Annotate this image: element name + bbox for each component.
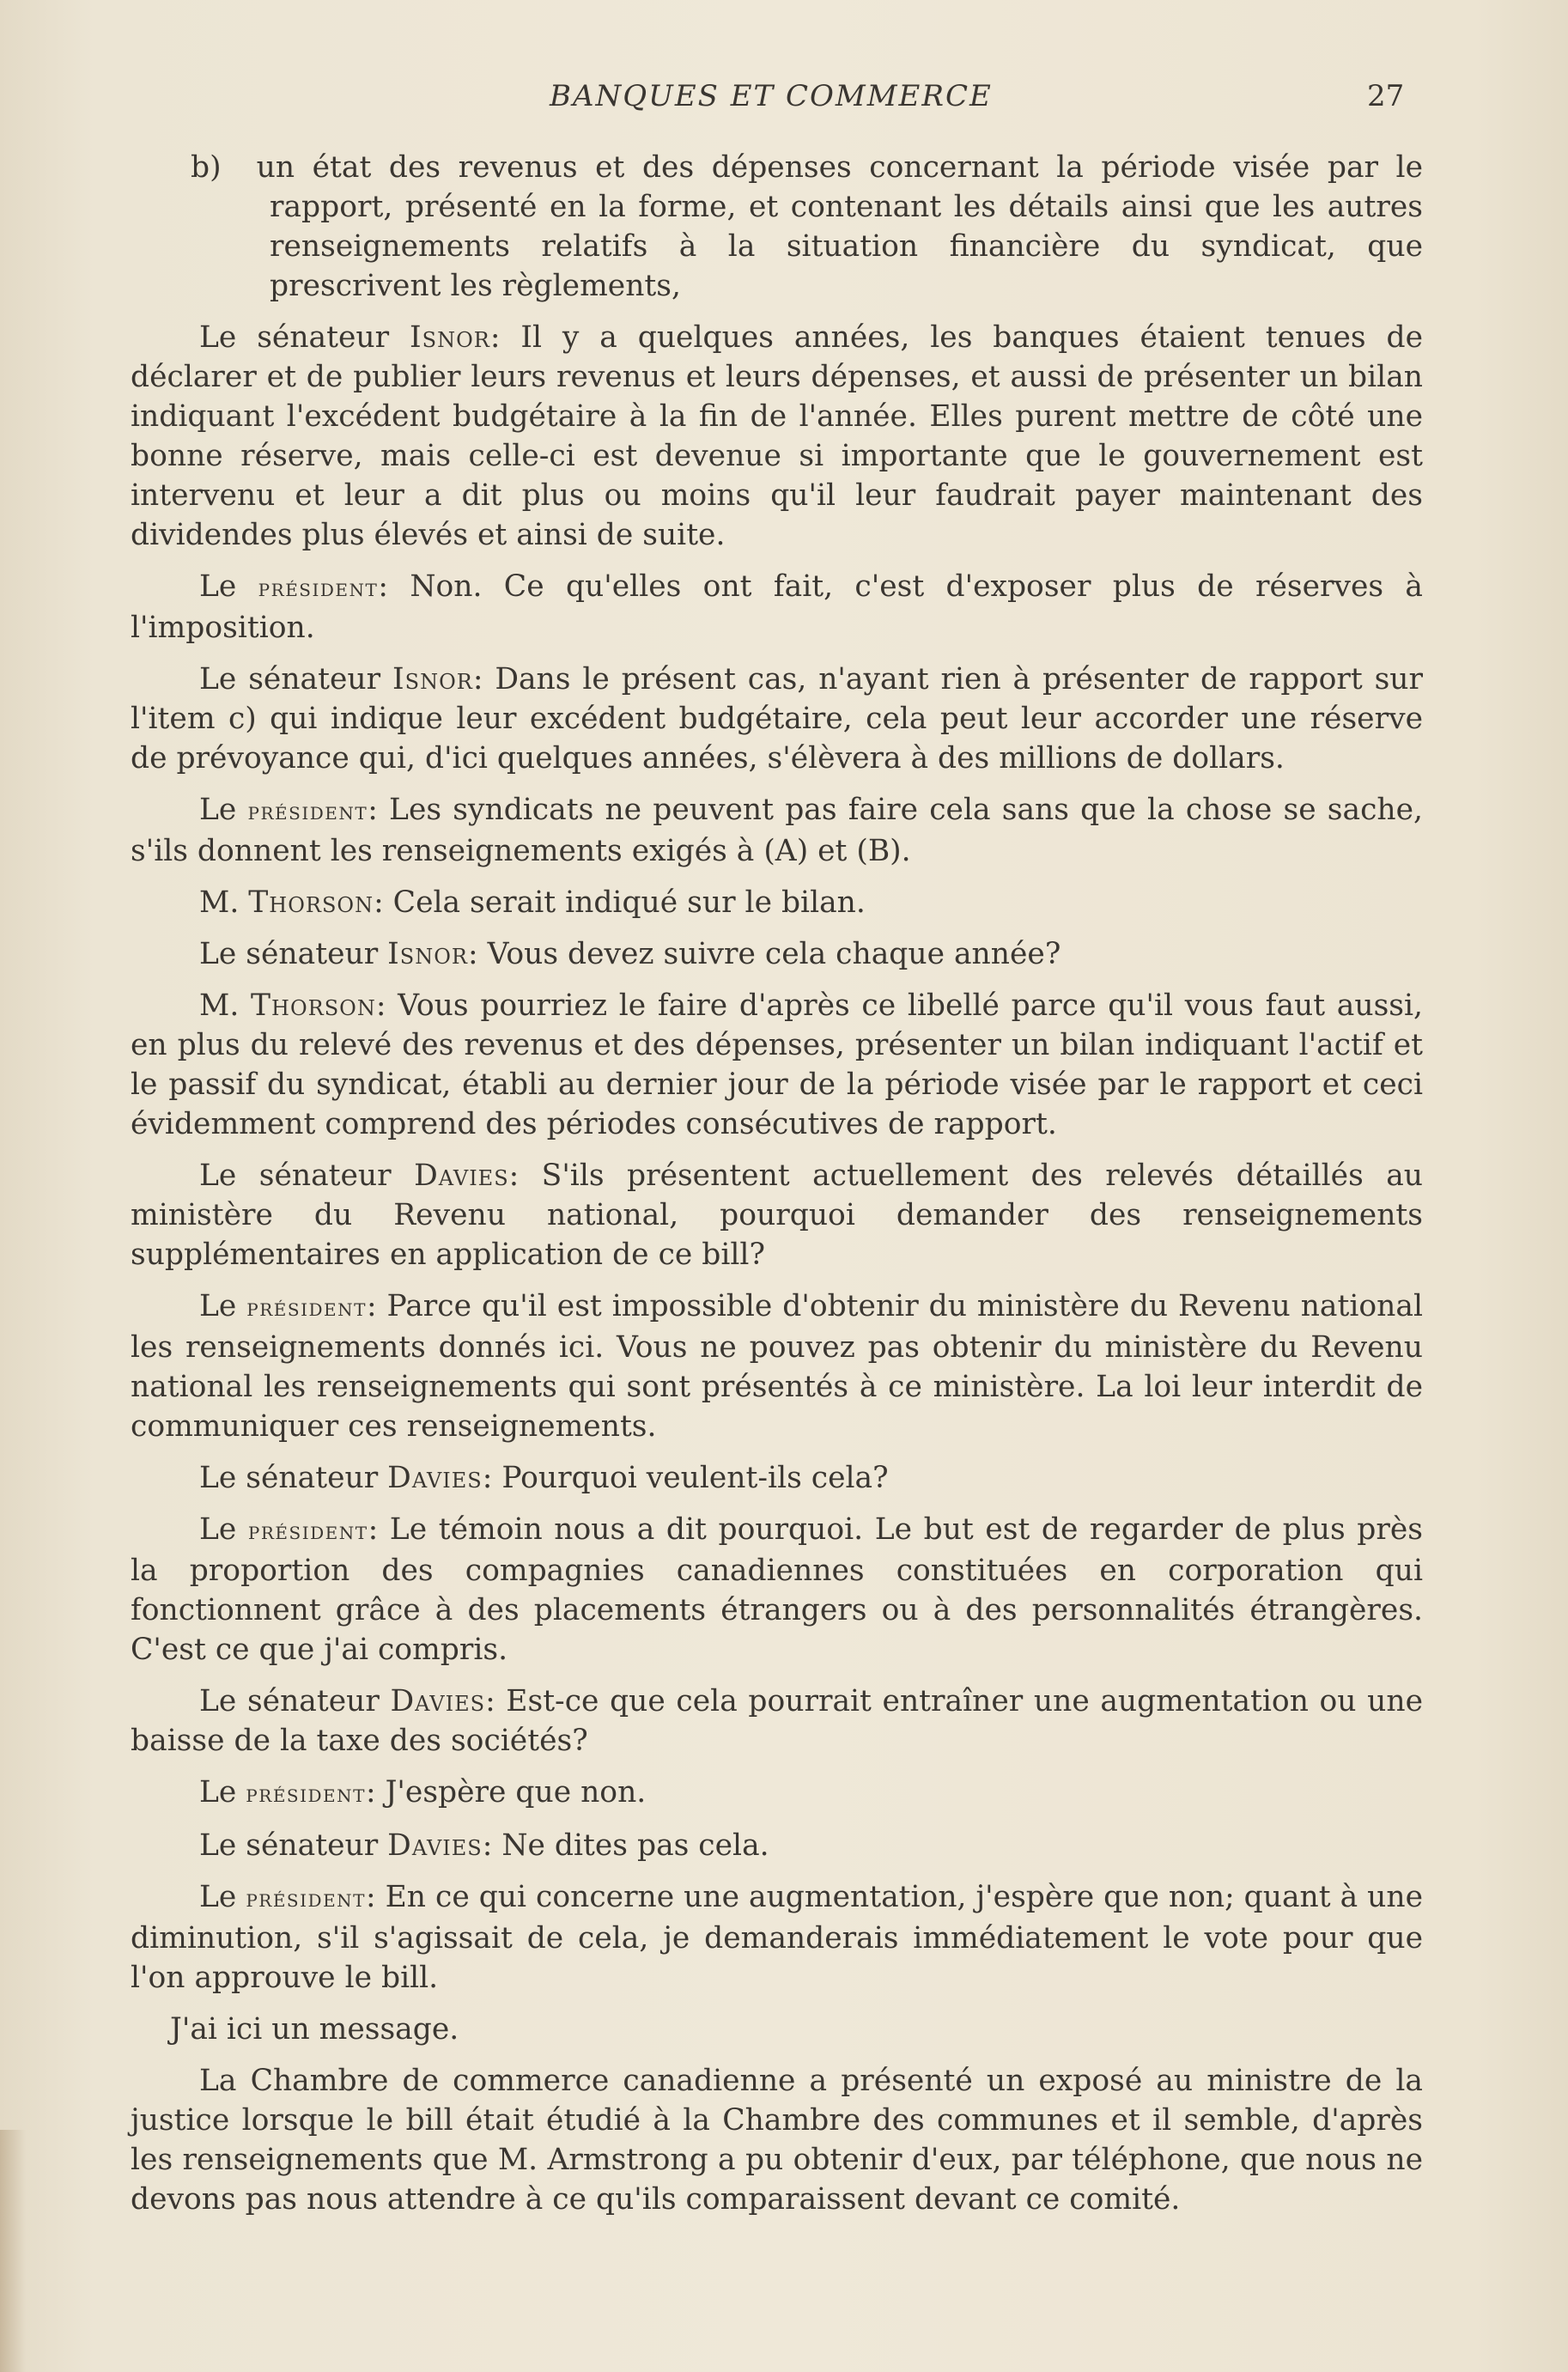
speaker-name: président [246,1293,367,1322]
speaker-name: président [247,797,368,825]
speech-text: : Vous devez suivre cela chaque année? [468,937,1061,971]
transcript-paragraph [131,1156,1423,1274]
transcript-paragraph [131,986,1423,1144]
speech-text: : En ce qui concerne une augmentation, j'espère que non; quant à une diminution, s'il s'agissait de cela, je demanderais immédiatement le vote pour que l'on approuve le bill. [131,1880,1424,1995]
transcript-paragraph [131,1826,1423,1865]
speaker-prefix: Le sénateur [199,320,410,355]
list-item-b [131,148,1423,306]
speaker-name: président [247,1517,368,1545]
speaker-prefix: Le sénateur [199,1828,388,1863]
transcript-paragraph [131,567,1423,648]
speaker-prefix: Le sénateur [199,937,388,971]
speech-text: : Le témoin nous a dit pourquoi. Le but est de regarder de plus près la proportion des compagnies canadiennes constituées en corporation qui fonctionnent grâce à des placements étrangers ou à des personnalités étrangères. C'est ce que j'ai compris. [131,1512,1423,1667]
transcript-paragraphs [131,318,1423,1998]
transcript-paragraph [131,790,1423,871]
speaker-name: Davies [414,1159,509,1193]
page-edge-stain [0,2130,26,2372]
page-number: 27 [1367,79,1405,113]
speech-text: : Dans le présent cas, n'ayant rien à présenter de rapport sur l'item c) qui indique leur excédent budgétaire, cela peut leur accorder une réserve de prévoyance qui, d'ici quelques années, s'élèvera à des millions de dollars. [131,662,1423,775]
speaker-name: Thorson [248,885,374,920]
speaker-prefix: Le sénateur [199,662,392,696]
speech-text: : Pourquoi veulent-ils cela? [482,1461,889,1495]
speech-text: : Est-ce que cela pourrait entraîner une augmentation ou une baisse de la taxe des sociétés? [131,1684,1423,1758]
speaker-name: président [246,1779,366,1808]
transcript-paragraph [131,318,1423,555]
speech-text: : Les syndicats ne peuvent pas faire cela sans que la chose se sache, s'ils donnent les renseignements exigés à (A) et (B). [131,793,1423,868]
speaker-prefix: Le sénateur [199,1684,391,1718]
transcript-paragraph [131,1682,1423,1761]
speaker-name: Isnor [387,937,468,971]
transcript-paragraph [131,660,1423,778]
speech-text: : Il y a quelques années, les banques étaient tenues de déclarer et de publier leurs revenus et leurs dépenses, et aussi de présenter un bilan indiquant l'excédent budgétaire à la fin de l'année. Elles purent mettre de côté une bonne réserve, mais celle-ci est devenue si importante que le gouvernement est intervenu et leur a dit plus ou moins qu'il leur faudrait payer maintenant des dividendes plus élevés et ainsi de suite. [131,320,1423,552]
speaker-name: Isnor [392,662,473,696]
speaker-prefix: Le sénateur [199,1461,388,1495]
speaker-name: Davies [390,1684,486,1718]
speech-text: : Vous pourriez le faire d'après ce libellé parce qu'il vous faut aussi, en plus du relevé des revenus et des dépenses, présenter un bilan indiquant l'actif et le passif du syndicat, établi au dernier jour de la période visée par le rapport et ceci évidemment comprend des périodes consécutives de rapport. [131,988,1423,1141]
closing-paragraph: La Chambre de commerce canadienne a présenté un exposé au ministre de la justice lorsque le bill était étudié à la Chambre des communes et il semble, d'après les renseignements que M. Armstrong a pu obtenir d'eux, par téléphone, que nous ne devons pas nous attendre à ce qu'ils comparaissent devant ce comité. [131,2064,1423,2217]
transcript-paragraph [131,1286,1423,1446]
running-head [0,79,1568,122]
speaker-name: président [258,574,379,602]
transcript-paragraph [131,1877,1423,1998]
speech-text: : S'ils présentent actuellement des relevés détaillés au ministère du Revenu national, pourquoi demander des renseignements supplémentaires en application de ce bill? [131,1159,1423,1272]
speech-text: : Cela serait indiqué sur le bilan. [374,885,866,920]
speech-text: : Ne dites pas cela. [482,1828,769,1863]
speech-text: : J'espère que non. [366,1775,647,1809]
list-item-text: un état des revenus et des dépenses concernant la période visée par le rapport, présenté en la forme, et contenant les détails ainsi que les autres renseignements relatifs à la situation financière du syndicat, que prescrivent les règlements, [256,150,1423,303]
list-marker: b) [191,150,222,185]
speaker-prefix: Le [199,569,258,604]
transcript-paragraph [131,1458,1423,1498]
speech-text: : Parce qu'il est impossible d'obtenir du ministère du Revenu national les renseignements donnés ici. Vous ne pouvez pas obtenir du ministère du Revenu national les renseignements qui sont présentés à ce ministère. La loi leur interdit de communiquer ces renseignements. [131,1289,1423,1444]
running-title: BANQUES ET COMMERCE [550,79,993,113]
speaker-name: Isnor [410,320,490,355]
transcript-paragraph [131,883,1423,922]
speaker-name: Davies [387,1461,483,1495]
speaker-prefix: Le [199,1880,246,1914]
transcript-paragraph [131,1773,1423,1814]
speaker-prefix: Le [199,1512,248,1547]
speaker-name: Thorson [251,988,376,1023]
speech-text: : Non. Ce qu'elles ont fait, c'est d'exposer plus de réserves à l'imposition. [131,569,1424,645]
speaker-prefix: Le [199,793,248,827]
speaker-name: président [246,1884,367,1913]
message-line: J'ai ici un message. [170,2012,459,2047]
transcript-paragraph [131,1510,1423,1670]
page-body [131,148,1423,2231]
transcript-paragraph [131,934,1423,974]
speaker-prefix: M. [199,988,252,1023]
speaker-prefix: Le [199,1289,247,1323]
speaker-prefix: Le sénateur [199,1159,415,1193]
speaker-name: Davies [387,1828,483,1863]
speaker-prefix: Le [199,1775,246,1809]
speaker-prefix: M. [199,885,249,920]
